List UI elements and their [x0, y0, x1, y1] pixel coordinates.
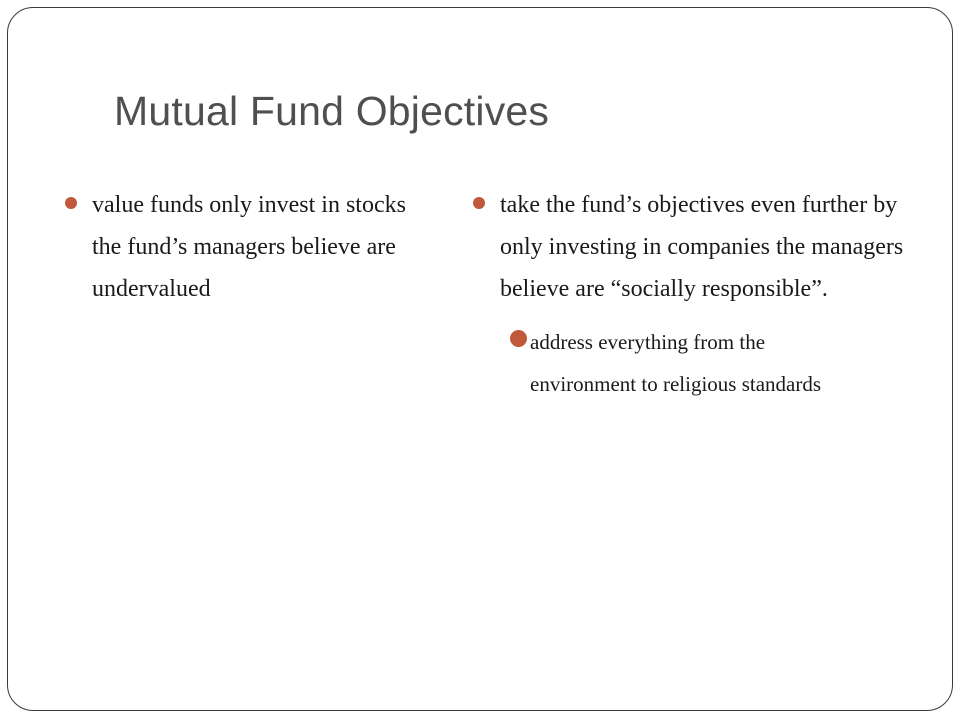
slide — [7, 7, 953, 711]
right-column — [473, 184, 913, 405]
slide-title: Mutual Fund Objectives — [114, 88, 550, 134]
bullet-item-value-funds — [65, 184, 415, 310]
bullet-text: value funds only invest in stocks the fund’s managers believe are undervalued — [92, 192, 406, 302]
bullet-item-socially-responsible — [473, 184, 913, 310]
left-column — [65, 184, 415, 310]
bullet-dot-icon — [510, 330, 527, 347]
sub-bullet-item — [473, 321, 913, 405]
bullet-dot-icon — [473, 197, 485, 209]
bullet-dot-icon — [65, 197, 77, 209]
bullet-text: take the fund’s objectives even further by only investing in companies the managers believe are “socially responsible”. — [500, 192, 904, 302]
sub-bullet-text: address everything from the environment to religious standards — [530, 330, 822, 396]
